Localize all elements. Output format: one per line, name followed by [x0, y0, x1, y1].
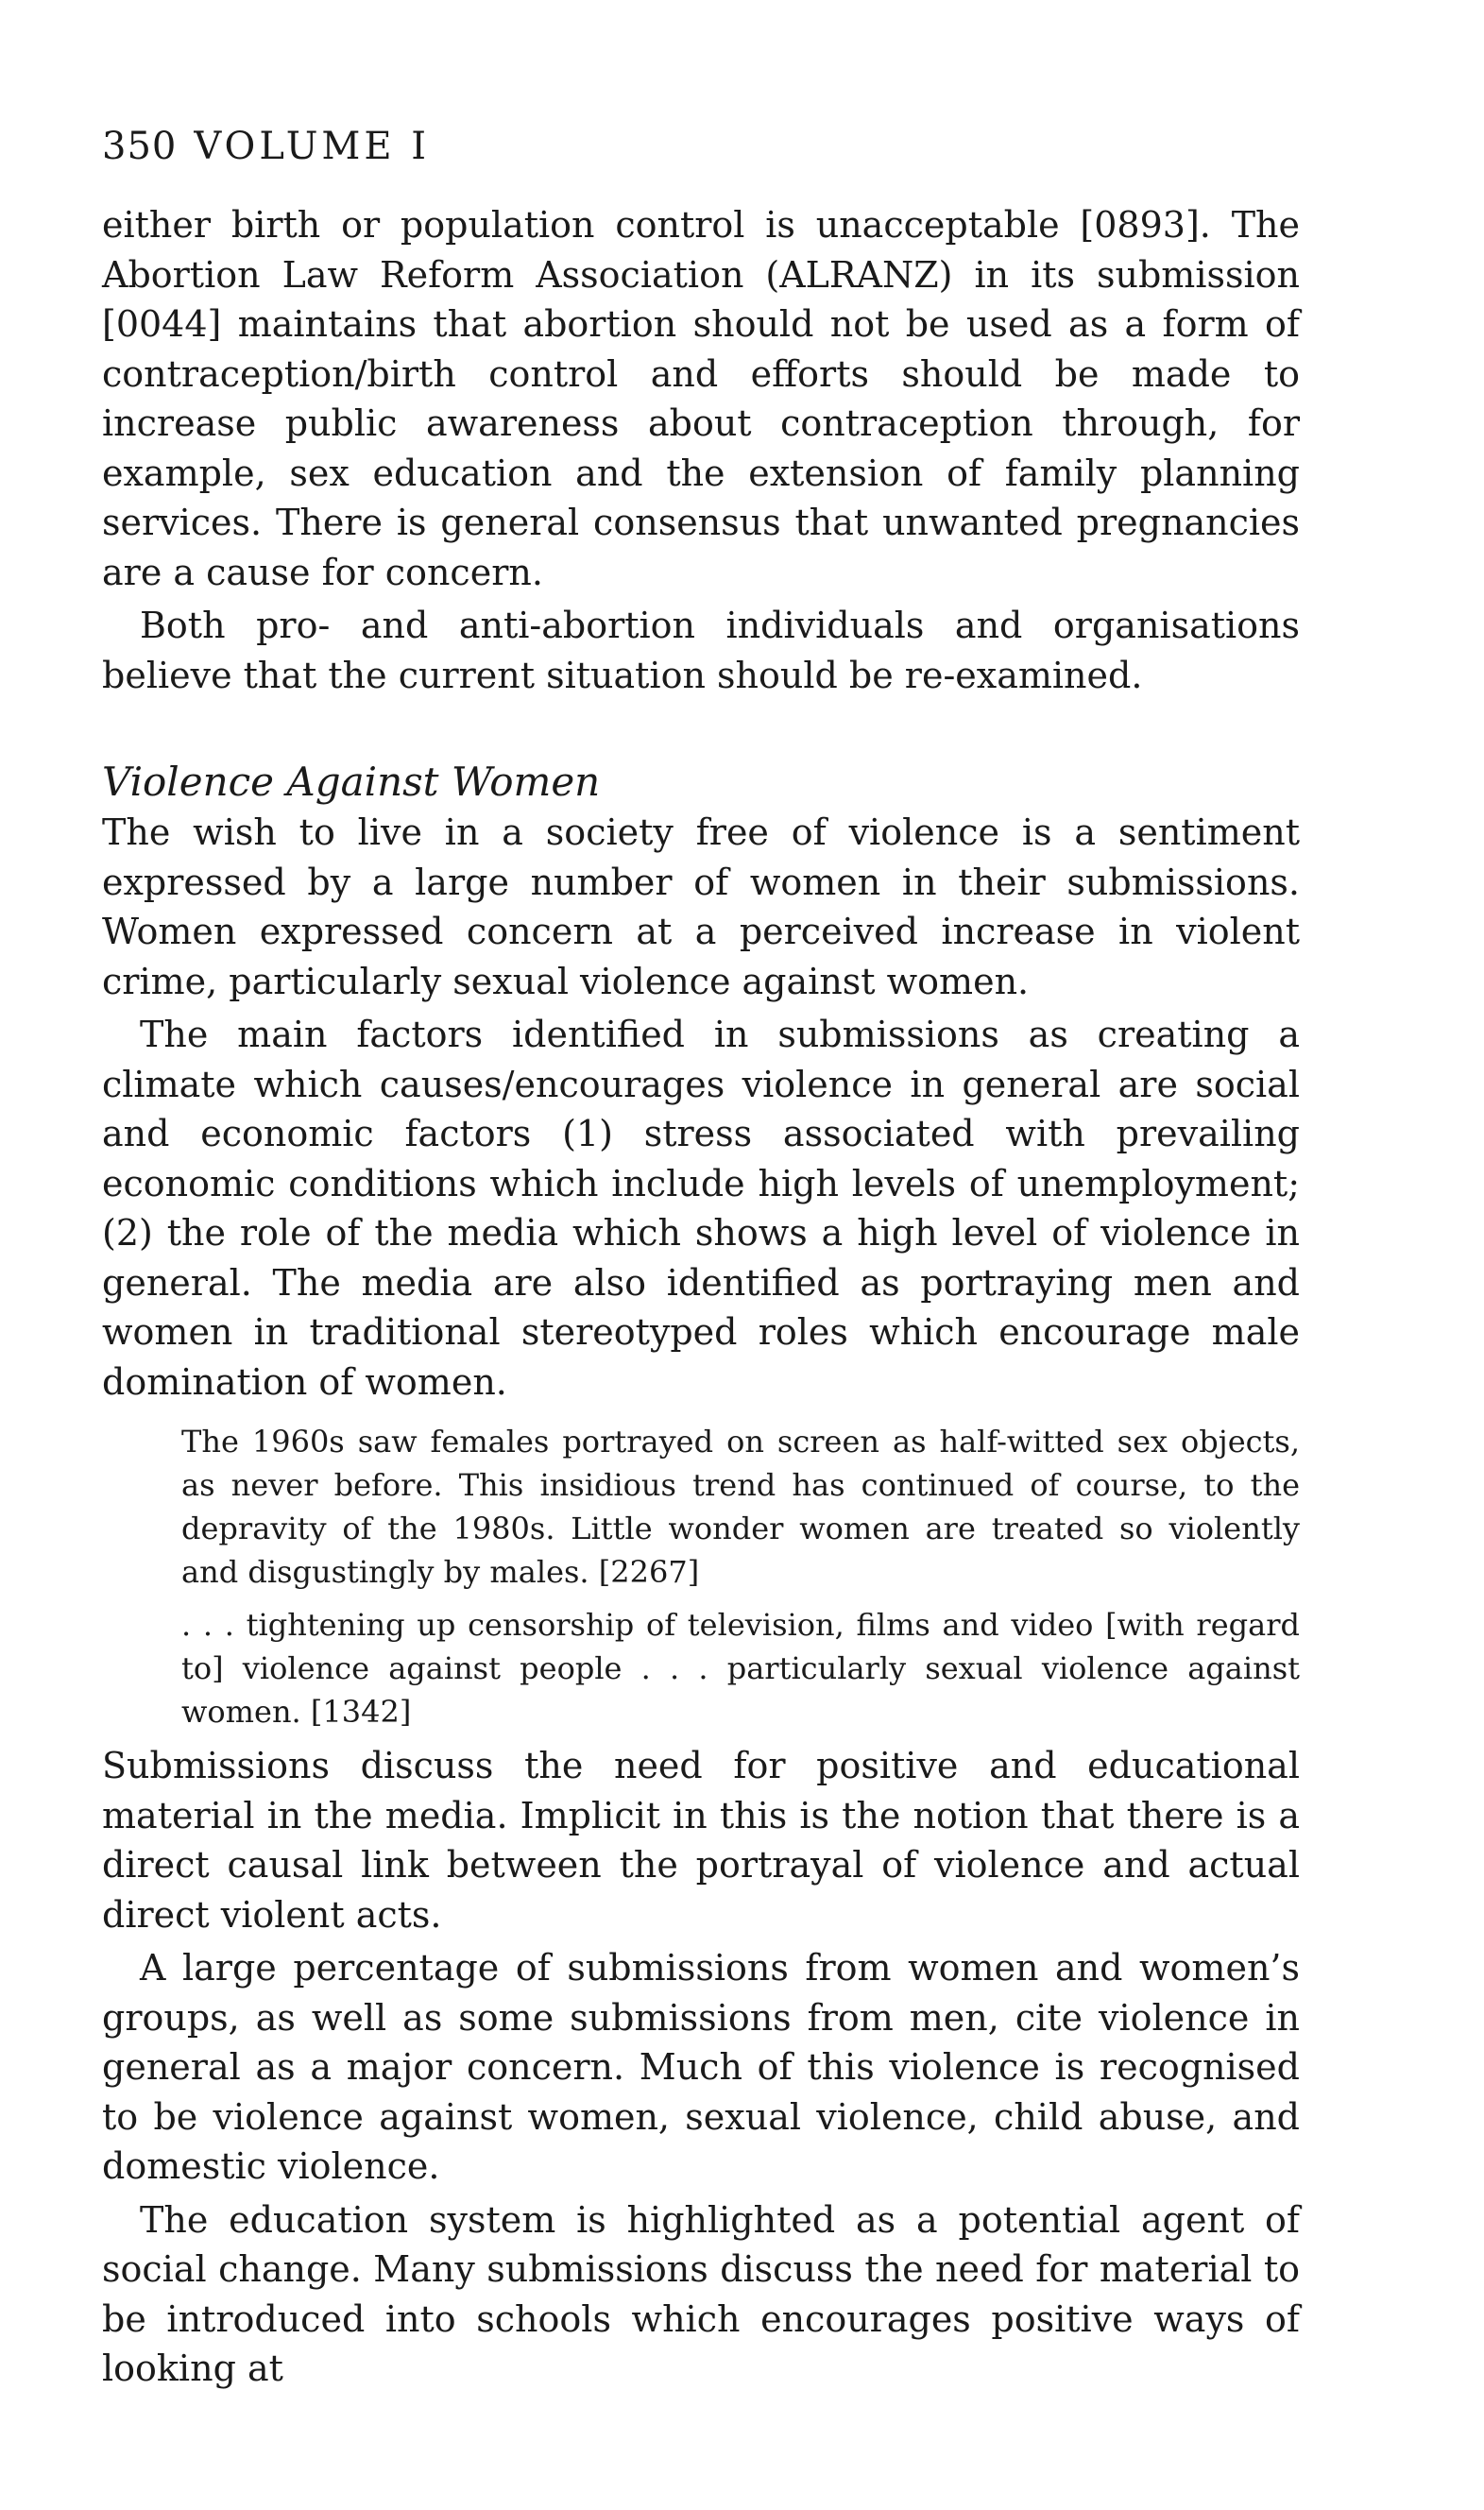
- body-paragraph: Submissions discuss the need for positive and educational material in the media. Implicit in this is the notion that there is a direct causal link between the portrayal of violence and actual direct violent acts.: [102, 1745, 1300, 1936]
- body-paragraph: A large percentage of submissions from women and women’s groups, as well as some submissions from men, cite violence in general as a major concern. Much of this violence is recognised to be violence against women, sexual violence, child abuse, and domestic violence.: [102, 1947, 1300, 2187]
- volume-label: VOLUME I: [194, 125, 431, 168]
- running-head: [102, 123, 1300, 170]
- body-paragraph: either birth or population control is unacceptable [0893]. The Abortion Law Reform Association (ALRANZ) in its submission [0044] maintains that abortion should not be used as a form of contraception/birth control and efforts should be made to increase public awareness about contraception through, for example, sex education and the extension of family planning services. There is general consensus that unwanted pregnancies are a cause for concern.: [102, 204, 1300, 593]
- quote-paragraph: The 1960s saw females portrayed on screen as half-witted sex objects, as never before. This insidious trend has continued of course, to the depravity of the 1980s. Little wonder women are treated so violently and disgustingly by males. [2267]: [181, 1424, 1300, 1590]
- document-page: [102, 123, 1300, 2394]
- body-paragraph: The education system is highlighted as a potential agent of social change. Many submissions discuss the need for material to be introduced into schools which encourages positive ways of looking at: [102, 2198, 1300, 2389]
- section-heading: Violence Against Women: [102, 759, 601, 805]
- quote-paragraph: . . . tightening up censorship of television, films and video [with regard to] violence against people . . . particularly sexual violence against women. [1342]: [181, 1607, 1300, 1730]
- page-number: 350: [102, 125, 178, 168]
- body-paragraph: Both pro- and anti-abortion individuals and organisations believe that the current situation should be re-examined.: [102, 605, 1300, 696]
- body-paragraph: The main factors identified in submissions as creating a climate which causes/encourages violence in general are social and economic factors (1) stress associated with prevailing economic conditions which include high levels of unemployment; (2) the role of the media which shows a high level of violence in general. The media are also identified as portraying men and women in traditional stereotyped roles which encourage male domination of women.: [102, 1014, 1300, 1403]
- body-paragraph: The wish to live in a society free of violence is a sentiment expressed by a large number of women in their submissions. Women expressed concern at a perceived increase in violent crime, particularly sexual violence against women.: [102, 811, 1300, 1002]
- block-quote: [181, 1420, 1300, 1733]
